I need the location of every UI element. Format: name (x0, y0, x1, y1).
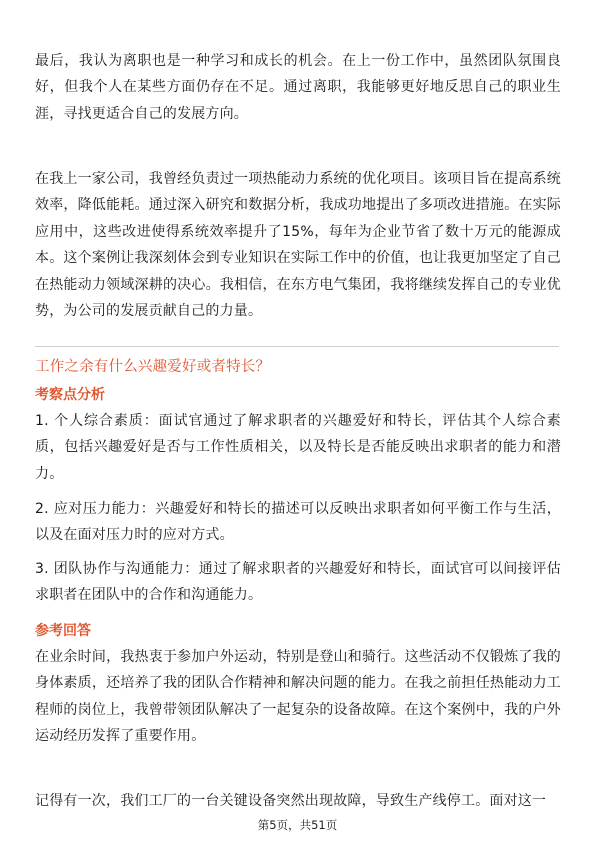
analysis-point-1: 1. 个人综合素质：面试官通过了解求职者的兴趣爱好和特长，评估其个人综合素质，包括兴趣爱好是否与工作性质相关，以及特长是否能反映出求职者的能力和潜力。 (35, 413, 561, 482)
analysis-point-3: 3. 团队协作与沟通能力：通过了解求职者的兴趣爱好和特长，面试官可以间接评估求职者在团队中的合作和沟通能力。 (35, 561, 561, 604)
answer-paragraph-2: 记得有一次，我们工厂的一台关键设备突然出现故障，导致生产线停工。面对这一 (35, 793, 547, 809)
analysis-point-2: 2. 应对压力能力：兴趣爱好和特长的描述可以反映出求职者如何平衡工作与生活，以及在面对压力时的应对方式。 (35, 501, 561, 544)
answer-heading: 参考回答 (35, 623, 91, 639)
analysis-heading: 考察点分析 (35, 387, 105, 403)
project-case-paragraph: 在我上一家公司，我曾经负责过一项热能动力系统的优化项目。该项目旨在提高系统效率，降低能耗。通过深入研究和数据分析，我成功地提出了多项改进措施。在实际应用中，这些改进使得系统效率提升了15%，每年为企业节省了数十万元的能源成本。这个案例让我深刻体会到专业知识在实际工作中的价值，也让我更加坚定了自己在热能动力领域深耕的决心。我相信，在东方电气集团，我将继续发挥自己的专业优势，为公司的发展贡献自己的力量。 (35, 171, 561, 320)
question-title: 工作之余有什么兴趣爱好或者特长？ (35, 359, 271, 375)
section-divider (35, 346, 559, 347)
closing-paragraph: 最后，我认为离职也是一种学习和成长的机会。在上一份工作中，虽然团队氛围良好，但我个人在某些方面仍存在不足。通过离职，我能够更好地反思自己的职业生涯，寻找更适合自己的发展方向。 (35, 53, 561, 122)
answer-paragraph-1: 在业余时间，我热衷于参加户外运动，特别是登山和骑行。这些活动不仅锻炼了我的身体素质，还培养了我的团队合作精神和解决问题的能力。在我之前担任热能动力工程师的岗位上，我曾带领团队解决了一起复杂的设备故障。在这个案例中，我的户外运动经历发挥了重要作用。 (35, 649, 561, 745)
page-number-footer: 第5页，共51页 (257, 818, 338, 832)
